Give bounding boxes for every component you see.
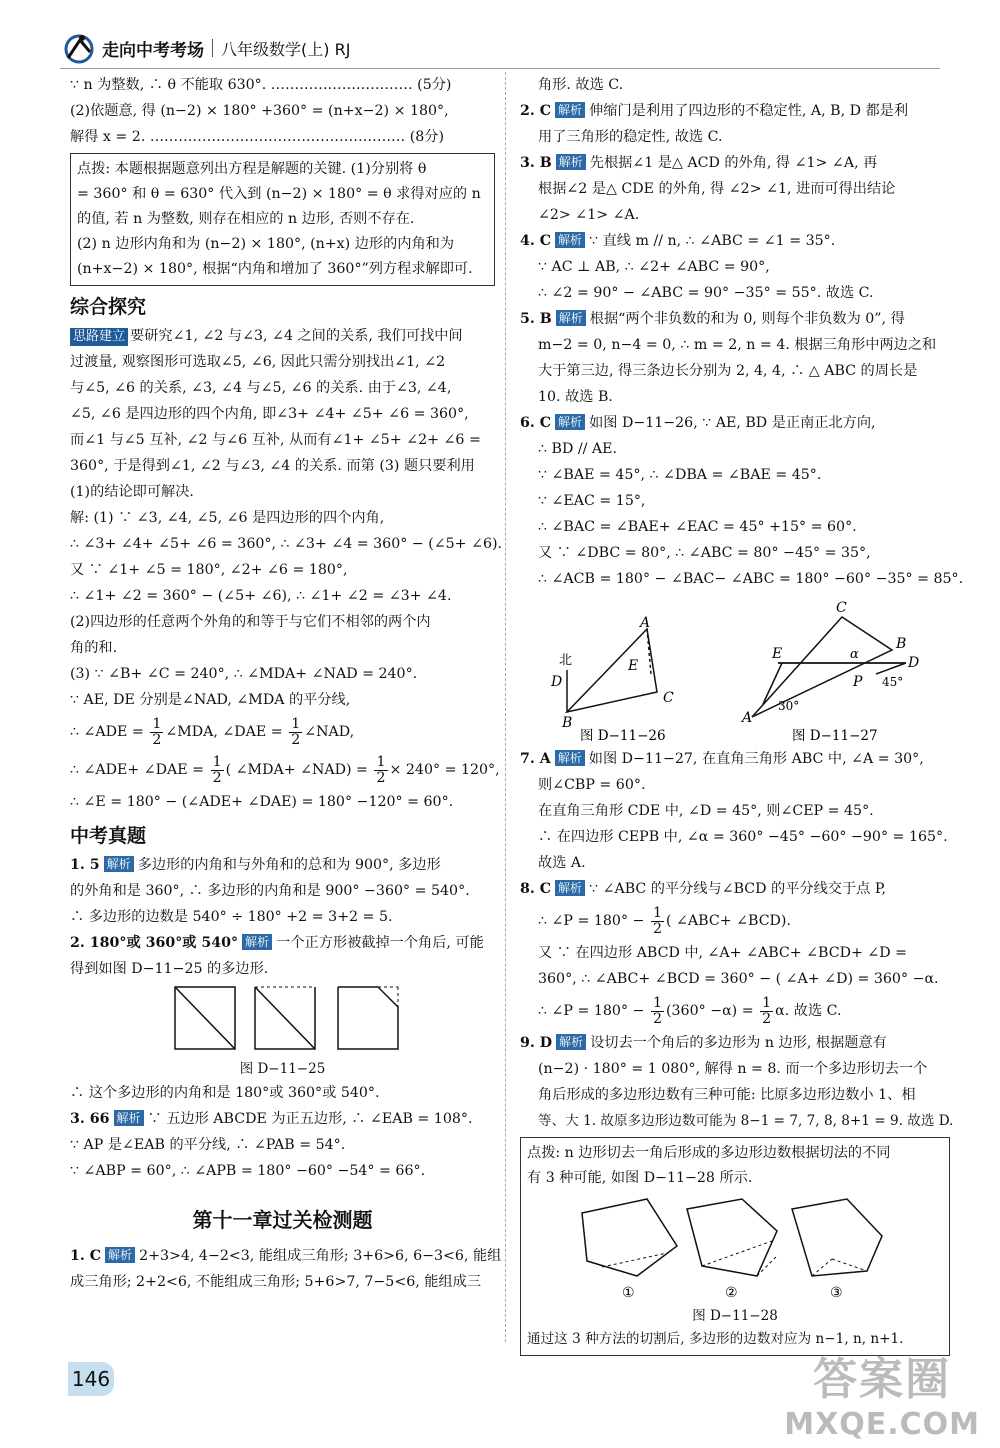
svg-text:A: A (640, 615, 651, 631)
text-line: ∴ ∠BAC = ∠BAE+ ∠EAC = 45° +15° = 60°. (538, 519, 857, 535)
text-line: ∵ AE, DE 分别是∠NAD, ∠MDA 的平分线, (70, 692, 351, 708)
analysis-tag: 解析 (556, 1034, 586, 1050)
text-line: 根据∠2 是△ CDE 的外角, 得 ∠2> ∠1, 进而可得出结论 (538, 181, 896, 197)
svg-text:C: C (836, 600, 847, 616)
watermark-logo: 答案圈 MXQE.COM (784, 1354, 980, 1442)
text-line: 要研究∠1, ∠2 与∠3, ∠4 之间的关系, 我们可找中间 (130, 328, 463, 344)
analysis-tag: 解析 (555, 102, 585, 118)
analysis-tag: 解析 (105, 1247, 135, 1263)
text-line: 大于第三边, 得三条边长分别为 2, 4, 4, ∴ △ ABC 的周长是 (538, 363, 918, 379)
page-header (60, 28, 350, 68)
tip-box (70, 153, 495, 286)
text-line: ∴ 这个多边形的内角和是 180°或 360°或 540°. (70, 1085, 380, 1101)
analysis-tag: 解析 (556, 310, 586, 326)
figure-caption: 图 D−11−25 (239, 1061, 326, 1077)
text-line: 又 ∵ ∠1+ ∠5 = 180°, ∠2+ ∠6 = 180°, (70, 562, 348, 578)
analysis-tag: 解析 (555, 880, 585, 896)
svg-text:E: E (772, 646, 783, 662)
text-line: 用了三角形的稳定性, 故选 C. (538, 129, 723, 145)
text-line: (2)四边形的任意两个外角的和等于与它们不相邻的两个内 (70, 614, 431, 630)
text-line: ∵ ∠EAC = 15°, (538, 493, 646, 509)
tip-line: 通过这 3 种方法的切割后, 多边形的边数对应为 n−1, n, n+1. (527, 1331, 904, 1347)
text-line: (3) ∵ ∠B+ ∠C = 240°, ∴ ∠MDA+ ∠NAD = 240°. (70, 666, 418, 682)
text-line: ∵ n 为整数, ∴ θ 不能取 630°. ………………………… (5分) (70, 77, 452, 93)
figure-d-11-25 (70, 982, 495, 1054)
chapter-title: 第十一章过关检测题 (192, 1208, 373, 1232)
tip-box (520, 1137, 950, 1356)
text-line: (n−2) · 180° = 1 080°, 解得 n = 8. 而一个多边形切去一个 (538, 1061, 928, 1077)
svg-text:45°: 45° (882, 675, 904, 689)
tip-line: (n+x−2) × 180°, 根据“内角和增加了 360°”列方程求解即可. (77, 261, 473, 277)
text-line: 等、大 1. 故原多边形边数可能为 8−1 = 7, 7, 8, 8+1 = 9. 故选 D. (538, 1113, 954, 1129)
svg-text:B: B (562, 715, 573, 731)
text-line: 则∠CBP = 60°. (538, 777, 646, 793)
text-line: 10. 故选 B. (538, 389, 613, 405)
section-heading: 中考真题 (70, 825, 147, 847)
fraction-line: ∴ ∠ADE = $\frac{1}{2}$ ∠MDA, ∠DAE = $\frac{1}{2}$ ∠NAD, (70, 715, 355, 748)
figure-caption: 图 D−11−27 (792, 728, 878, 742)
figures-d-11-26-27 (520, 592, 950, 742)
text-line: 又 ∵ 在四边形 ABCD 中, ∠A+ ∠ABC+ ∠BCD+ ∠D = (538, 945, 908, 961)
analysis-tag: 解析 (555, 414, 585, 430)
tip-line: 点拨: 本题根据题意列出方程是解题的关键. (1)分别将 θ (77, 161, 427, 177)
tip-line: 有 3 种可能, 如图 D−11−28 所示. (527, 1170, 753, 1186)
analysis-tag: 解析 (104, 856, 134, 872)
text-line: 角后形成的多边形边数有三种可能: 比原多边形边数小 1、相 (538, 1087, 916, 1103)
text-line: ∴ ∠ACB = 180° − ∠BAC− ∠ABC = 180° −60° −35° = 85°. (538, 571, 964, 587)
analysis-tag: 解析 (556, 154, 586, 170)
text-line: ∵ AC ⊥ AB, ∴ ∠2+ ∠ABC = 90°, (538, 259, 770, 275)
tip-line: 点拨: n 边形切去一角后形成的多边形边数根据切法的不同 (527, 1145, 891, 1161)
left-column: ∵ n 为整数, ∴ θ 不能取 630°. ………………………… (5分) (2)依题意, 得 (n−2) × 180° +360° = (n+x−2) × 180°, 解得 x = 2. ……………………………………………… (8分) 点拨: 本题根据题意列出方程是解题的关键. (1)分别将 θ = 360° 和 θ = 630° 代入到 (n−2) × 180° = θ 求得对应的 n 的值, 若 n 为整数, 则存在相应的 n 边形, 否则不存在. (2) n 边形内角和为 (n−2) × 180°, (n+x) 边形的内角和为 (n+x−2) × 180°, 根据“内角和增加了 360°”列方程求解即可. 综合探究 思路建立 要研究∠1, ∠2 与∠3, ∠4 之间的关系, 我们可找中间 过渡量, 观察图形可选取∠5, ∠6, 因此只需分别找出∠1, ∠2 与∠5, ∠6 的关系, ∠3, ∠4 与∠5, ∠6 的关系. 由于∠3, ∠4, ∠5, ∠6 是四边形的四个内角, 即∠3+ ∠4+ ∠5+ ∠6 = 360°, 而∠1 与∠5 互补, ∠2 与∠6 互补, 从而有∠1+ ∠5+ ∠2+ ∠6 = 360°, 于是得到∠1, ∠2 与∠3, ∠4 的关系. 而第 (3) 题只要利用 (1)的结论即可解决. 解: (1) ∵ ∠3, ∠4, ∠5, ∠6 是四边形的四个内角, ∴ ∠3+ ∠4+ ∠5+ ∠6 = 360°, ∴ ∠3+ ∠4 = 360° − (∠5+ ∠6). 又 ∵ ∠1+ ∠5 = 180°, ∠2+ ∠6 = 180°, ∴ ∠1+ ∠2 = 360° − (∠5+ ∠6), ∴ ∠1+ ∠2 = ∠3+ ∠4. (2)四边形的任意两个外角的和等于与它们不相邻的两个内 角的和. (3) ∵ ∠B+ ∠C = 240°, ∴ ∠MDA+ ∠NAD = 240°. ∵ AE, DE 分别是∠NAD, ∠MDA 的平分线, ∴ ∠ADE = $\frac{1}{2}$ ∠MDA, ∠DAE = $\frac{1}{2}$ ∠NAD, ∴ ∠ADE+ ∠DAE = $\frac{1}{2}$ ( ∠MDA+ ∠NAD) = $\frac{1}{2}$ × 240° = 120°, ∴ ∠E = 180° − (∠ADE+ ∠DAE) = 180° −120° = 60°. 中考真题 1. 5 解析 多边形的内角和与外角和的总和为 900°, 多边形 的外角和是 360°, ∴ 多边形的内角和是 900° −360° = 540°. ∴ 多边形的边数是 540° ÷ 180° +2 = 3+2 = 5. 2. 180°或 360°或 540° 解析 一个正方形被截掉一个角后, 可能 得到如图 D−11−25 的多边形. 图 D−11−25 ∴ 这个多边形的内角和是 180°或 360°或 540°. 3. 66 解析 ∵ 五边形 ABCDE 为正五边形, ∴ ∠EAB = 108°. ∵ AP 是∠EAB 的平分线, ∴ ∠PAB = 54°. ∵ ∠ABP = 60°, ∴ ∠APB = 180° −60° −54° = 66°. 第十一章过关检测题 1. C 解析 2+3>4, 4−2<3, 能组成三角形; 3+6>6, 6−3<6, 能组 成三角形; 2+2<6, 不能组成三角形; 5+6>7, 7−5<6, 能组成三 (70, 72, 495, 1295)
text-line: m−2 = 0, n−4 = 0, ∴ m = 2, n = 4. 根据三角形中两边之和 (538, 337, 937, 353)
svg-text:α: α (850, 647, 859, 662)
tip-line: = 360° 和 θ = 630° 代入到 (n−2) × 180° = θ 求得对应的 n (77, 186, 481, 202)
text-line: 与∠5, ∠6 的关系, ∠3, ∠4 与∠5, ∠6 的关系. 由于∠3, ∠4, (70, 380, 452, 396)
text-line: (2)依题意, 得 (n−2) × 180° +360° = (n+x−2) × 180°, (70, 103, 449, 119)
book-subtitle: 八年级数学(上) RJ (221, 39, 351, 59)
figure-d-11-28 (527, 1191, 937, 1301)
fraction-line: ∴ ∠ADE+ ∠DAE = $\frac{1}{2}$ ( ∠MDA+ ∠NAD) = $\frac{1}{2}$ × 240° = 120°, (70, 753, 500, 786)
svg-text:①: ① (622, 1285, 635, 1301)
section-heading: 综合探究 (70, 296, 147, 318)
svg-text:D: D (551, 674, 563, 690)
text-line: 360°, ∴ ∠ABC+ ∠BCD = 360° − ( ∠A+ ∠D) = 360° −α. (538, 971, 939, 987)
figure-caption: 图 D−11−28 (692, 1308, 778, 1324)
text-line: 过渡量, 观察图形可选取∠5, ∠6, 因此只需分别找出∠1, ∠2 (70, 354, 446, 370)
tip-line: (2) n 边形内角和为 (n−2) × 180°, (n+x) 边形的内角和为 (77, 236, 455, 252)
svg-text:30°: 30° (778, 699, 800, 713)
analysis-tag: 解析 (555, 750, 585, 766)
text-line: 在直角三角形 CDE 中, ∠D = 45°, 则∠CEP = 45°. (538, 803, 874, 819)
text-line: ∴ ∠3+ ∠4+ ∠5+ ∠6 = 360°, ∴ ∠3+ ∠4 = 360° − (∠5+ ∠6). (70, 536, 503, 552)
text-line: ∴ 多边形的边数是 540° ÷ 180° +2 = 3+2 = 5. (70, 909, 393, 925)
svg-text:B: B (896, 636, 907, 652)
text-line: 解得 x = 2. ……………………………………………… (8分) (70, 129, 445, 145)
fraction-line: ∴ ∠P = 180° − $\frac{1}{2}$ ( ∠ABC+ ∠BCD). (538, 904, 791, 937)
text-line: ∴ ∠1+ ∠2 = 360° − (∠5+ ∠6), ∴ ∠1+ ∠2 = ∠3+ ∠4. (70, 588, 452, 604)
svg-text:C: C (663, 690, 674, 706)
text-line: 而∠1 与∠5 互补, ∠2 与∠6 互补, 从而有∠1+ ∠5+ ∠2+ ∠6 = (70, 432, 481, 448)
runner-logo-icon (60, 32, 98, 64)
think-tag: 思路建立 (70, 328, 128, 346)
text-line: 角的和. (70, 640, 118, 656)
brand-title: 走向中考考场 (102, 40, 204, 61)
svg-text:③: ③ (830, 1285, 843, 1301)
text-line: 的外角和是 360°, ∴ 多边形的内角和是 900° −360° = 540°. (70, 883, 470, 899)
text-line: 故选 A. (538, 855, 586, 871)
right-column: 角形. 故选 C. 2. C 解析 伸缩门是利用了四边形的不稳定性, A, B, D 都是利 用了三角形的稳定性, 故选 C. 3. B 解析 先根据∠1 是△ ACD 的外角, 得 ∠1> ∠A, 再 根据∠2 是△ CDE 的外角, 得 ∠2> ∠1, 进而可得出结论 ∠2> ∠1> ∠A. 4. C 解析 ∵ 直线 m // n, ∴ ∠ABC = ∠1 = 35°. ∵ AC ⊥ AB, ∴ ∠2+ ∠ABC = 90°, ∴ ∠2 = 90° − ∠ABC = 90° −35° = 55°. 故选 C. 5. B 解析 根据“两个非负数的和为 0, 则每个非负数为 0”, 得 m−2 = 0, n−4 = 0, ∴ m = 2, n = 4. 根据三角形中两边之和 大于第三边, 得三条边长分别为 2, 4, 4, ∴ △ ABC 的周长是 10. 故选 B. 6. C 解析 如图 D−11−26, ∵ AE, BD 是正南正北方向, ∴ BD // AE. ∵ ∠BAE = 45°, ∴ ∠DBA = ∠BAE = 45°. ∵ ∠EAC = 15°, ∴ ∠BAC = ∠BAE+ ∠EAC = 45° +15° = 60°. 又 ∵ ∠DBC = 80°, ∴ ∠ABC = 80° −45° = 35°, ∴ ∠ACB = 180° − ∠BAC− ∠ABC = 180° −60° −35° = 85°. 北 A D E B C 图 D−11−26 C E B D A P α 30° 45° 图 D−11−27 7. A 解析 如图 D−11−27, 在直角三角形 ABC 中, ∠A = 30°, 则∠CBP = 60°. 在直角三角形 CDE 中, ∠D = 45°, 则∠CEP = 45°. ∴ 在四边形 CEPB 中, ∠α = 360° −45° −60° −90° = 165°. 故选 A. 8. C 解析 ∵ ∠ABC 的平分线与∠BCD 的平分线交于点 P, ∴ ∠P = 180° − $\frac{1}{2}$ ( ∠ABC+ ∠BCD). 又 ∵ 在四边形 ABCD 中, ∠A+ ∠ABC+ ∠BCD+ ∠D = 360°, ∴ ∠ABC+ ∠BCD = 360° − ( ∠A+ ∠D) = 360° −α. ∴ ∠P = 180° − $\frac{1}{2}$ (360° −α) = $\frac{1}{2}$ α. 故选 C. 9. D 解析 设切去一个角后的多边形为 n 边形, 根据题意有 (n−2) · 180° = 1 080°, 解得 n = 8. 而一个多边形切去一个 角后形成的多边形边数有三种可能: 比原多边形边数小 1、相 等、大 1. 故原多边形边数可能为 8−1 = 7, 7, 8, 8+1 = 9. 故选 D. 点拨: n 边形切去一角后形成的多边形边数根据切法的不同 有 3 种可能, 如图 D−11−28 所示. ① ② ③ 图 D−11−28 通过这 3 种方法的切割后, 多边形的边数对应为 n−1, n, n+1. (520, 72, 950, 1359)
text-line: ∴ ∠2 = 90° − ∠ABC = 90° −35° = 55°. 故选 C. (538, 285, 874, 301)
page-number: 146 (68, 1362, 114, 1396)
analysis-tag: 解析 (555, 232, 585, 248)
text-line: ∠5, ∠6 是四边形的四个内角, 即∠3+ ∠4+ ∠5+ ∠6 = 360°, (70, 406, 469, 422)
text-line: ∴ 在四边形 CEPB 中, ∠α = 360° −45° −60° −90° = 165°. (538, 829, 948, 845)
text-line: 又 ∵ ∠DBC = 80°, ∴ ∠ABC = 80° −45° = 35°, (538, 545, 871, 561)
text-line: (1)的结论即可解决. (70, 484, 194, 500)
text-line: 成三角形; 2+2<6, 不能组成三角形; 5+6>7, 7−5<6, 能组成三 (70, 1274, 482, 1290)
fraction-line: ∴ ∠P = 180° − $\frac{1}{2}$ (360° −α) = $\frac{1}{2}$ α. 故选 C. (538, 994, 842, 1027)
text-line: 360°, 于是得到∠1, ∠2 与∠3, ∠4 的关系. 而第 (3) 题只要利用 (70, 458, 475, 474)
text-line: ∵ ∠ABP = 60°, ∴ ∠APB = 180° −60° −54° = 66°. (70, 1163, 426, 1179)
svg-text:②: ② (725, 1285, 738, 1301)
analysis-tag: 解析 (242, 934, 272, 950)
svg-text:E: E (628, 658, 639, 674)
svg-text:D: D (908, 655, 920, 671)
svg-text:P: P (853, 674, 863, 690)
text-line: ∵ ∠BAE = 45°, ∴ ∠DBA = ∠BAE = 45°. (538, 467, 822, 483)
svg-text:A: A (742, 710, 753, 726)
figure-caption: 图 D−11−26 (580, 728, 666, 742)
text-line: 角形. 故选 C. (538, 77, 624, 93)
text-line: 得到如图 D−11−25 的多边形. (70, 961, 269, 977)
text-line: 解: (1) ∵ ∠3, ∠4, ∠5, ∠6 是四边形的四个内角, (70, 510, 385, 526)
text-line: ∴ BD // AE. (538, 441, 618, 457)
text-line: ∴ ∠E = 180° − (∠ADE+ ∠DAE) = 180° −120° = 60°. (70, 794, 454, 810)
analysis-tag: 解析 (114, 1110, 144, 1126)
text-line: ∵ AP 是∠EAB 的平分线, ∴ ∠PAB = 54°. (70, 1137, 346, 1153)
tip-line: 的值, 若 n 为整数, 则存在相应的 n 边形, 否则不存在. (77, 211, 415, 227)
text-line: ∠2> ∠1> ∠A. (538, 207, 640, 223)
svg-text:北: 北 (559, 653, 573, 668)
